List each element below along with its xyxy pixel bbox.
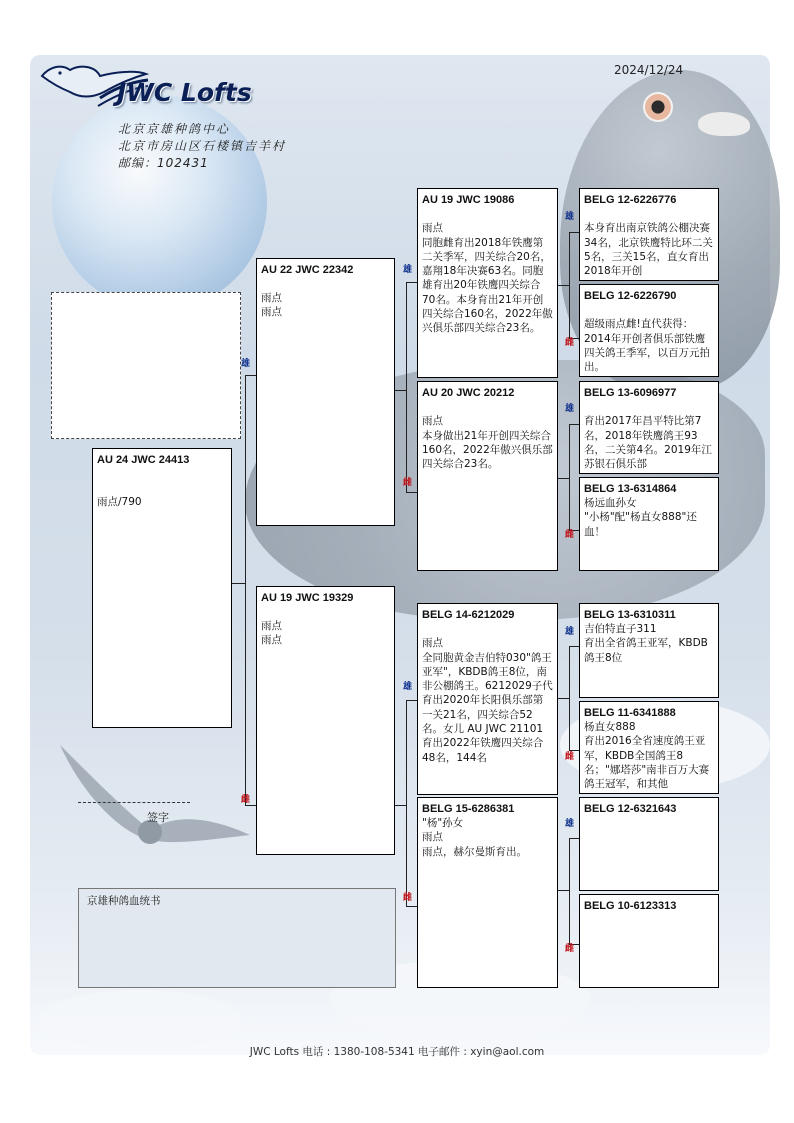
flying-pigeon-image [55,740,255,850]
signature-line [78,802,190,803]
pigeon-notes: 雨点/790 [97,496,142,508]
connector-line [557,698,569,699]
subject-card [92,448,232,728]
ring-number: BELG 10-6123313 [584,900,677,912]
connector-line [394,805,406,806]
grandsire-maternal-card [417,603,558,795]
pigeon-notes: 雨点 雨点 [261,292,282,319]
hen-label: 雌 [565,752,575,762]
footer-contact: JWC Lofts 电话 : 1380-108-5341 电子邮件 : xyin@aol.com [249,1046,545,1058]
granddam-maternal-card [417,797,558,988]
ring-number: BELG 11-6341888 [584,707,676,719]
pigeon-notes: 本身育出南京铁鸽公棚决赛34名，北京铁鹰特比环二关5名，三关15名，直女育出2018年开创 [584,222,713,278]
great-grandparent-card [579,701,719,794]
cloud-image [40,990,240,1050]
pigeon-eye-image [643,92,673,122]
grandsire-paternal-card [417,188,558,378]
postal-code: 邮编：102431 [118,156,209,170]
cock-label: 雄 [565,404,575,414]
connector-line [406,282,407,492]
great-grandparent-card [579,894,719,988]
great-grandparent-card [579,603,719,698]
connector-line [231,583,245,584]
cock-label: 雄 [565,212,575,222]
certificate-title: 京雄种鸽血统书 [87,895,161,907]
ring-number: BELG 14-6212029 [422,609,515,621]
connector-line [569,838,570,944]
ring-number: AU 24 JWC 24413 [97,454,190,466]
hen-label: 雌 [403,893,413,903]
cock-label: 雄 [241,359,251,369]
pigeon-notes: 吉伯特直子311 育出全省鸽王亚军，KBDB鸽王8位 [584,623,708,664]
pigeon-notes: 杨直女888 育出2016全省速度鸽王亚军，KBDB全国鸽王8名；"娜塔莎"南非百万大赛鸽王冠军，和其他 [584,721,710,791]
hen-label: 雌 [565,530,575,540]
address-line-2: 北京市房山区石楼镇吉羊村 [118,139,287,153]
ring-number: BELG 13-6310311 [584,609,676,621]
cock-label: 雄 [403,265,413,275]
ring-number: AU 19 JWC 19329 [261,592,354,604]
cock-label: 雄 [565,627,575,637]
ring-number: BELG 12-6226776 [584,194,677,206]
ring-number: BELG 12-6321643 [584,803,677,815]
ring-number: AU 19 JWC 19086 [422,194,515,206]
connector-line [569,232,570,338]
connector-line [569,646,570,750]
granddam-paternal-card [417,381,558,571]
ring-number: BELG 13-6096977 [584,387,677,399]
great-grandparent-card [579,188,719,281]
pigeon-beak-image [698,112,750,136]
sire-card [256,258,395,526]
great-grandparent-card [579,797,719,891]
connector-line [394,390,406,391]
pigeon-notes: 杨远血孙女 "小杨"配"杨直女888"还血！ [584,497,697,538]
great-grandparent-card [579,381,719,474]
pigeon-notes: "杨"孙女 雨点 雨点，赫尔曼斯育出。 [422,817,527,858]
ring-number: BELG 13-6314864 [584,483,677,495]
ring-number: BELG 15-6286381 [422,803,515,815]
connector-line [406,700,407,906]
pigeon-notes: 雨点 同胞雌育出2018年铁鹰第二关季军，四关综合20名，嘉翔18年决赛63名。同胞雄育出20年铁鹰四关综合70名。本身育出21年开创四关综合160名，2022年傲兴俱乐部四关综合23名。 [422,222,553,335]
pigeon-notes: 雨点 本身做出21年开创四关综合160名，2022年傲兴俱乐部四关综合23名。 [422,415,553,471]
connector-line [557,285,569,286]
certificate-notes-box [78,888,396,988]
pigeon-notes: 雨点 雨点 [261,620,282,647]
ring-number: BELG 12-6226790 [584,290,677,302]
pigeon-notes: 育出2017年昌平特比第7名，2018年铁鹰鸽王93名，二关第4名。2019年江苏银石俱乐部 [584,415,712,471]
hen-label: 雌 [403,478,413,488]
print-date: 2024/12/24 [614,63,684,77]
cock-label: 雄 [403,682,413,692]
pigeon-notes: 雨点 全同胞黄金吉伯特030"鸽王亚军"，KBDB鸽王8位，南非公棚鸽王。6212029子代育出2020年长阳俱乐部第一关21名，四关综合52名。女儿 AU JWC 21101育出2022年铁鹰四关综合48名，144名 [422,637,553,764]
brand-name: JWC Lofts [117,78,252,107]
great-grandparent-card [579,284,719,377]
great-grandparent-card [579,477,719,571]
pigeon-photo-placeholder [51,292,241,439]
address-line-1: 北京京雄种鸽中心 [118,122,231,136]
ring-number: AU 20 JWC 20212 [422,387,515,399]
signature-label: 签字 [147,811,169,824]
hen-label: 雌 [565,944,575,954]
hen-label: 雌 [565,338,575,348]
hen-label: 雌 [241,795,251,805]
connector-line [557,478,569,479]
pigeon-notes: 超级雨点雌!直代获得：2014年开创者俱乐部铁鹰四关鸽王季军，以百万元拍出。 [584,318,710,374]
cock-label: 雄 [565,819,575,829]
connector-line [569,424,570,530]
dam-card [256,586,395,855]
connector-line [245,375,246,805]
ring-number: AU 22 JWC 22342 [261,264,354,276]
connector-line [557,890,569,891]
